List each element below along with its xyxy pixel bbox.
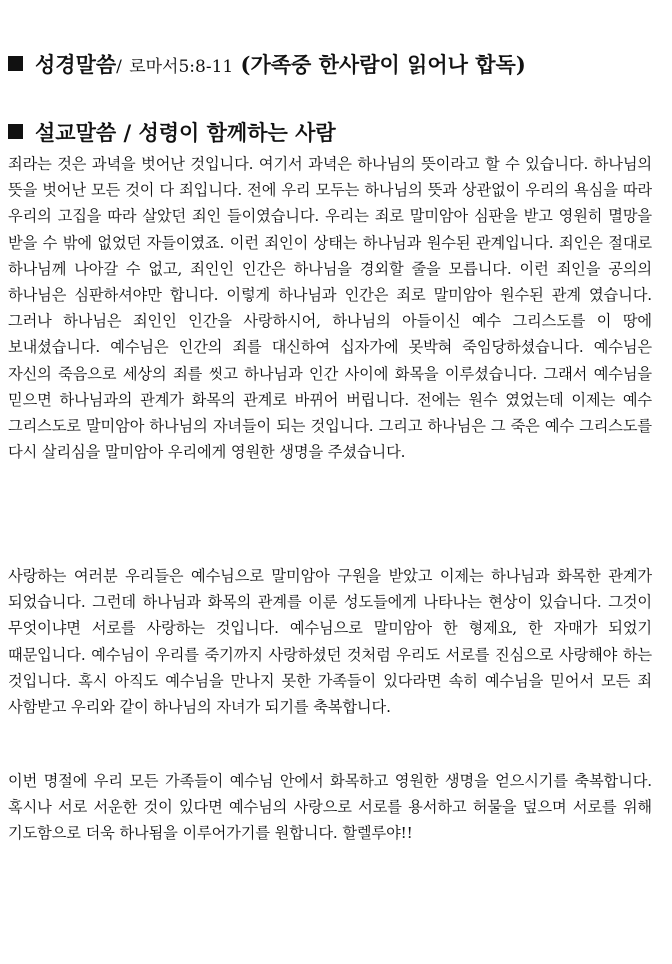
sermon-heading — [8, 119, 652, 147]
scripture-separator: / — [116, 57, 122, 77]
scripture-heading — [8, 51, 652, 81]
sermon-separator: / — [123, 120, 132, 145]
paragraph-text: 죄라는 것은 과녁을 벗어난 것입니다. 여기서 과녁은 하나님의 뜻이라고 할 수 있습니다. 하나님의 뜻을 벗어난 모든 것이 다 죄입니다. 전에 우리 모두는 하나님의 뜻과 상관없이 우리의 욕심을 따라 우리의 고집을 따라 살았던 죄인 들이였습니다. 우리는 죄로 말미암아 심판을 받고 영원히 멸망을 받을 수 밖에 없었던 자들이였죠. 이런 죄인이 상태는 하나님과 원수된 관계입니다. 죄인은 절대로 하나님께 나아갈 수 없고, 죄인인 인간은 하나님을 경외할 줄을 모릅니다. 이런 죄인을 공의의 하나님은 심판하셔야만 합니다. 이렇게 하나님과 인간은 죄로 말미암아 원수된 관계 였습니다. 그러나 하나님은 죄인인 인간을 사랑하시어, 하나님의 아들이신 예수 그리스도를 이 땅에 보내셨습니다. 예수님은 인간의 죄를 대신하여 십자가에 못박혀 죽임당하셨습니다. 예수님은 자신의 죽음으로 세상의 죄를 씻고 하나님과 인간 사이에 화목을 이루셨습니다. 그래서 예수님을 믿으면 하나님과의 관계가 화목의 관계로 바뀌어 버립니다. 전에는 원수 였었는데 이제는 예수 그리스도로 말미암아 하나님의 자녀들이 되는 것입니다. 그리고 하나님은 그 죽은 예수 그리스도를 다시 살리심을 말미암아 우리에게 영원한 생명을 주셨습니다. — [8, 155, 652, 462]
square-bullet-icon — [8, 124, 23, 139]
sermon-label: 설교말씀 — [35, 120, 117, 145]
sermon-title: 성령이 함께하는 사람 — [138, 120, 336, 145]
scripture-label: 성경말씀 — [35, 52, 117, 77]
sermon-paragraph-3 — [8, 768, 652, 847]
sermon-paragraph-1 — [8, 151, 652, 465]
paragraph-text: 사랑하는 여러분 우리들은 예수님으로 말미암아 구원을 받았고 이제는 하나님과 화목한 관계가 되었습니다. 그런데 하나님과 화목의 관계를 이룬 성도들에게 나타나는 현상이 있습니다. 그것이 무엇이냐면 서로를 사랑하는 것입니다. 예수님으로 말미암아 한 형제요, 한 자매가 되었기 때문입니다. 예수님이 우리를 죽기까지 사랑하셨던 것처럼 우리도 서로를 진심으로 사랑해야 하는 것입니다. 혹시 아직도 예수님을 만나지 못한 가족들이 있다라면 속히 예수님을 믿어서 모든 죄 사함받고 우리와 같이 하나님의 자녀가 되기를 축복합니다. — [8, 567, 652, 717]
scripture-reference: 로마서5:8-11 — [129, 57, 234, 77]
paragraph-text: 이번 명절에 우리 모든 가족들이 예수님 안에서 화목하고 영원한 생명을 얻으시기를 축복합니다. 혹시나 서로 서운한 것이 있다면 예수님의 사랑으로 서로를 용서하고 허물을 덮으며 서로를 위해 기도함으로 더욱 하나됨을 이루어가기를 원합니다. 할렐루야!! — [8, 772, 652, 843]
sermon-paragraph-2 — [8, 563, 652, 720]
square-bullet-icon — [8, 56, 23, 71]
scripture-reading-note: (가족중 한사람이 읽어나 합독) — [240, 52, 526, 77]
